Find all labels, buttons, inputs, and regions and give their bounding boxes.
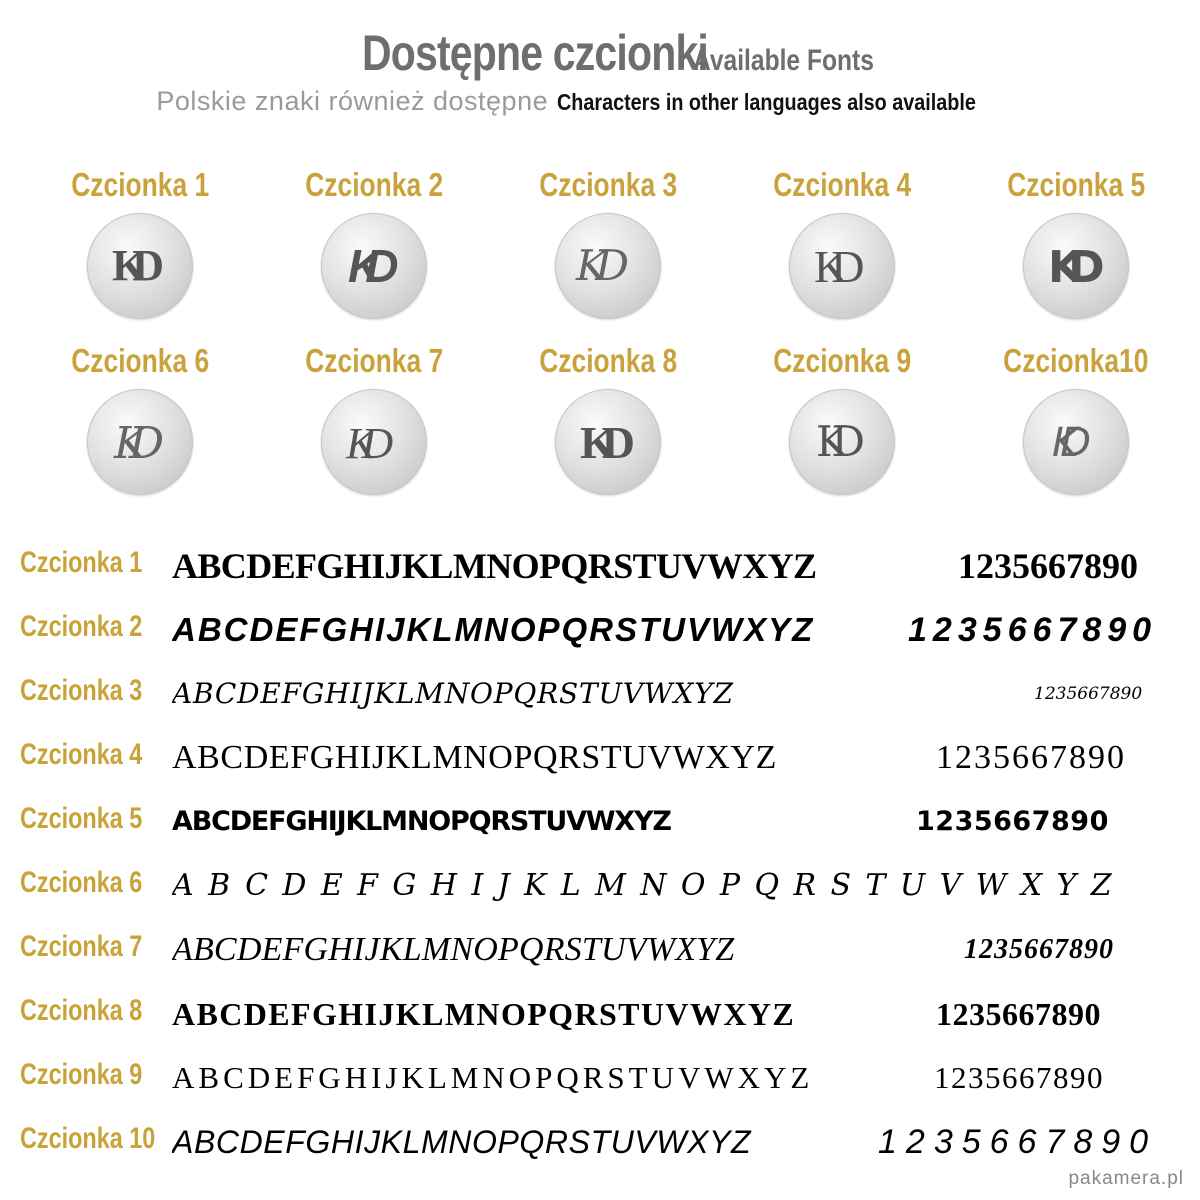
font-sample-row-5: [0, 796, 1200, 860]
font-sample-label: Czcionka 3: [20, 674, 143, 707]
monogram-disc: [87, 213, 193, 319]
monogram-disc: [87, 389, 193, 495]
subtitle: Polskie znaki również dostępne: [156, 86, 549, 116]
font-cell-2: [258, 165, 490, 319]
monogram-text: KD: [576, 241, 618, 290]
font-sample-row-10: [0, 1116, 1200, 1180]
sample-letters: ABCDEFGHIJKLMNOPQRSTUVWXYZ: [172, 611, 815, 648]
monogram-text: KD: [114, 418, 147, 469]
font-sample: [172, 924, 1182, 980]
font-cell-5: [960, 165, 1192, 319]
monogram-preview: [1024, 390, 1128, 494]
monogram-text: KD: [816, 417, 850, 466]
font-sample-label: Czcionka 1: [20, 546, 143, 579]
font-sample: [172, 860, 1182, 916]
sample-letters: ABCDEFGHIJKLMNOPQRSTUVWXYZ: [172, 739, 777, 776]
header: [0, 25, 1200, 116]
monogram-disc: [555, 213, 661, 319]
font-cell-label: Czcionka 8: [539, 342, 677, 379]
sample-letters: ABCDEFGHIJKLMNOPQRSTUVWXYZ: [172, 546, 817, 586]
monogram-preview: [88, 390, 192, 494]
font-cell-label: Czcionka 1: [71, 166, 209, 203]
monogram-preview: [556, 214, 660, 318]
font-sample-row-4: [0, 732, 1200, 796]
sample-digits: 1235667890: [964, 934, 1114, 965]
font-cell-4: [726, 165, 958, 319]
sample-digits: 1235667890: [878, 1123, 1158, 1161]
monogram-text: KD: [1052, 420, 1074, 466]
monogram-text: KD: [112, 241, 150, 290]
font-cell-label: Czcionka10: [1003, 342, 1149, 379]
font-sample-label: Czcionka 9: [20, 1058, 143, 1091]
subtitle-english: Characters in other languages also available: [556, 89, 976, 115]
monogram-preview: [1024, 214, 1128, 318]
font-sample-row-6: [0, 860, 1200, 924]
monogram-disc: [1023, 213, 1129, 319]
font-cell-1: [24, 165, 256, 319]
font-cell-label: Czcionka 3: [539, 166, 677, 203]
font-cell-7: [258, 341, 490, 495]
font-cell-3: [492, 165, 724, 319]
font-sample-label: Czcionka 10: [20, 1122, 156, 1155]
font-sample-row-7: [0, 924, 1200, 988]
font-sample-label: Czcionka 7: [20, 930, 143, 963]
sample-digits: 1235667890: [916, 806, 1109, 837]
font-cell-label: Czcionka 6: [71, 342, 209, 379]
monogram-disc: [1023, 389, 1129, 495]
sample-letters: ABCDEFGHIJKLMNOPQRSTUVWXYZ: [172, 868, 1127, 903]
sample-letters: ABCDEFGHIJKLMNOPQRSTUVWXYZ: [172, 677, 734, 710]
font-cell-10: [960, 341, 1192, 495]
font-sample-row-8: [0, 988, 1200, 1052]
font-cell-8: [492, 341, 724, 495]
sample-digits: 1235667890: [908, 611, 1158, 649]
monogram-preview: [790, 214, 894, 318]
sample-letters: ABCDEFGHIJKLMNOPQRSTUVWXYZ: [172, 1124, 752, 1160]
monogram-text: KD: [814, 241, 849, 292]
sample-letters: ABCDEFGHIJKLMNOPQRSTUVWXYZ: [172, 806, 671, 837]
monogram-preview: [88, 214, 192, 318]
sample-letters: ABCDEFGHIJKLMNOPQRSTUVWXYZ: [172, 996, 796, 1032]
font-sample: [172, 732, 1182, 788]
font-sample: [172, 1052, 1182, 1108]
font-cell-label: Czcionka 5: [1007, 166, 1145, 203]
monogram-preview: [556, 390, 660, 494]
font-sample: [172, 796, 1182, 852]
monogram-preview: [322, 214, 426, 318]
monogram-disc: [321, 213, 427, 319]
sample-digits: 1235667890: [934, 1060, 1104, 1095]
sample-digits: 1235667890: [936, 739, 1126, 776]
monogram-text: KD: [348, 240, 383, 292]
sample-digits: 1235667890: [936, 996, 1101, 1032]
sample-digits: 1235667890: [1034, 684, 1143, 704]
monogram-disc: [789, 213, 895, 319]
watermark: pakamera.pl: [1068, 1168, 1184, 1189]
page-title: Dostępne czcionki: [362, 25, 709, 81]
font-sample: [172, 540, 1182, 596]
font-cell-label: Czcionka 2: [305, 166, 443, 203]
font-cell-9: [726, 341, 958, 495]
monogram-disc: [789, 389, 895, 495]
font-sample: [172, 988, 1182, 1044]
font-sample-label: Czcionka 4: [20, 738, 143, 771]
sample-letters: ABCDEFGHIJKLMNOPQRSTUVWXYZ: [172, 1060, 814, 1095]
sample-digits: 1235667890: [958, 546, 1138, 586]
monogram-disc: [321, 389, 427, 495]
monogram-preview: [322, 390, 426, 494]
title-row: [0, 25, 1200, 81]
font-sample-row-2: [0, 604, 1200, 668]
monogram-disc: [555, 389, 661, 495]
font-sample-row-1: [0, 540, 1200, 604]
font-sample-label: Czcionka 5: [20, 802, 143, 835]
monogram-preview: [790, 390, 894, 494]
font-sample-row-9: [0, 1052, 1200, 1116]
font-sample-label: Czcionka 2: [20, 610, 143, 643]
sample-letters: ABCDEFGHIJKLMNOPQRSTUVWXYZ: [172, 931, 735, 968]
page-title-english: Available Fonts: [692, 44, 874, 77]
font-cell-label: Czcionka 4: [773, 166, 911, 203]
font-sample-row-3: [0, 668, 1200, 732]
font-sample-label: Czcionka 8: [20, 994, 143, 1027]
font-sample: [172, 668, 1182, 724]
font-sample-label: Czcionka 6: [20, 866, 143, 899]
monogram-text: KD: [580, 417, 621, 468]
monogram-text: KD: [1048, 242, 1091, 293]
font-sample: [172, 604, 1182, 660]
monogram-text: KD: [346, 419, 380, 468]
font-cell-label: Czcionka 9: [773, 342, 911, 379]
subtitle-row: [0, 88, 1200, 115]
font-cell-6: [24, 341, 256, 495]
font-cell-label: Czcionka 7: [305, 342, 443, 379]
font-sample: [172, 1116, 1182, 1172]
